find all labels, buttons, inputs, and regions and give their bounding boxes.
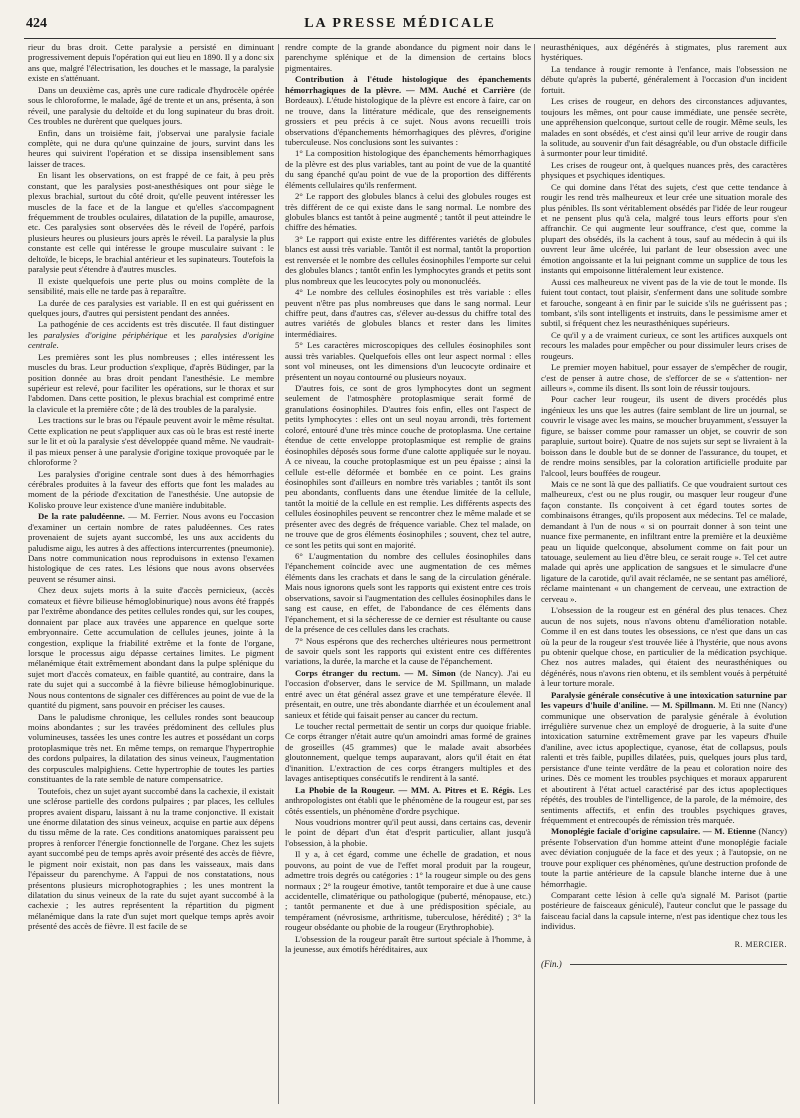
paragraph: Dans un deuxième cas, après une cure radicale d'hydrocèle opérée sous le chloroforme, le malade, âgé de trente et un ans, présenta, à son réveil, une paralysie du deltoïde et du long supinateur du bras droit. Ces troubles ne durèrent que quelques jours. bbox=[28, 84, 274, 127]
paragraph: Enfin, dans un troisième fait, j'observai une paralysie faciale complète, qui ne dura qu'une quinzaine de jours, survint dans les heures qui suivirent l'opération et se dissipa insensiblement sans laisser de traces. bbox=[28, 127, 274, 169]
paragraph: En lisant les observations, on est frappé de ce fait, à peu près constant, que les paralysies post-anesthésiques ont pour siège le plexus brachial, surtout du côté droit, qu'elle peuvent intéresser les muscles de la face et de la langue et qu'elles s'accompagnent fréquemment de troubles oculaires, dilatation de la pupille, amaurose, etc. Ces paralysies sont observées dès le réveil de l'opéré, parfois plusieurs heures ou plusieurs jours après le réveil. La paralysie la plus constante est celle qui intéresse le groupe musculaire suivant : le deltoïde, le biceps, le brachial antérieur et les supinateurs. Toutefois la paralysie peut s'étendre à d'autres muscles. bbox=[28, 170, 274, 275]
article-title: Contribution à l'étude histologique des épanchements hémorrhagiques de la plèvre. bbox=[285, 74, 531, 95]
article-title: De la rate paludéenne. bbox=[38, 511, 125, 522]
paragraph: Les paralysies d'origine centrale sont dues à des hémorrhagies cérébrales produites à la faveur des efforts que font les malades au moment de la période d'excitation de l'anesthésie. Une autopsie de Kolisko prouve leur existence d'une manière indubitable. bbox=[28, 468, 274, 510]
article-author: — M. Etienne bbox=[700, 826, 756, 837]
paragraph: Toutefois, chez un sujet ayant succombé dans la cachexie, il existait une sclérose partielle des cordons pulpaires ; par places, les cellules propres avaient disparu, laissant à nu la trame conjonctive. Il existait une énorme dilatation des sinus veineux, acquise en partie aux dépens du tissu même de la rate. Ces conditions anatomiques paraissent peu propres à renforcer l'énergie fonctionnelle de l'organe. Chez les sujets ayant succombé peu de temps après avoir présenté des accès de fièvre, le pigment noir existait, non pas dans les vaisseaux, mais dans l'épaisseur du parenchyme. A l'appui de nos constatations, nous présentons plusieurs microphotographies ; les unes montrent la dilatation du sinus veineux de la rate du sujet ayant succombé à la cachexie ; les autres représentent la répartition du pigment mélanémique dans la rate d'un sujet mort quelque temps après avoir présenté des accès de fièvre. Il est facile de se bbox=[28, 785, 274, 932]
paragraph: rieur du bras droit. Cette paralysie a persisté en diminuant progressivement depuis l'opération qui eut lieu en 1890. Il y a donc six ans que, malgré l'électrisation, les douches et le massage, la paralysie existe en s'atténuant. bbox=[28, 42, 274, 84]
end-marker bbox=[541, 959, 787, 970]
paragraph: Les tractions sur le bras ou l'épaule peuvent avoir le même résultat. Cette explication ne peut s'appliquer aux cas où le bras est resté inerte sur le lit et où la paralysie s'est développée quand même. Ne vaudrait-il pas mieux penser à une paralysie d'origine toxique provoquée par le chloroforme ? bbox=[28, 415, 274, 468]
paragraph: neurasthéniques, aux dégénérés à stigmates, plus rarement aux hystériques. bbox=[541, 42, 787, 63]
paragraph: Il y a, à cet égard, comme une échelle de gradation, et nous pouvons, au point de vue de l'effet moral produit par la rougeur, admettre trois degrés ou catégories : 1° la rougeur simple ou des gens normaux ; 2° la rougeur émotive, tantôt temporaire et due à une cause accidentelle, climatérique ou pathologique (puberté, ménopause, etc.) ; tantôt permanente et due à une prédisposition spéciale, au tempérament (névrosisme, arthritisme, tuberculose, hérédité) ; 3° la rougeur obsédante ou phobie de la rougeur (Erythrophobie). bbox=[285, 849, 531, 933]
paragraph: D'autres fois, ce sont de gros lymphocytes dont un segment seulement de l'atmosphère protoplasmique serait formé de granulations éosinophiles. D'autres fois enfin, elles ont l'aspect de petits lymphocytes : elles ont un seul noyau arrondi, très fortement coloré, entouré d'une très mince couche de protoplasma. Une certaine étendue de cette enveloppe protoplasmique est remplie de grains éosinophiles déposés sous forme d'une calotte appliquée sur le noyau. A ce niveau, la couche protoplasmique est un peu épaisse ; ainsi la cellule est-elle déformée et bombée en ce point. Les grains éosinophiles sont d'ailleurs en nombre très variables ; tantôt ils sont peu abondants, confluents dans une étendue limitée de la cellule, tantôt la moitié de la cellule en est remplie. Les différents aspects des cellules éosinophiles peuvent se rencontrer chez le même malade et se présenter avec des degrés de fréquence variable. Chez tel malade, on ne trouve que de gros éléments éosinophiles ; souvent, chez tel autre, ce sont les petits qui sont en majorité. bbox=[285, 383, 531, 550]
emphasis: paralysies d'origine centrale bbox=[28, 329, 274, 351]
paragraph: rendre compte de la grande abondance du pigment noir dans le parenchyme splénique et de la dimension de certains blocs pigmentaires. bbox=[285, 42, 531, 73]
article-author: — MM. A. Pitres et E. Régis. bbox=[394, 784, 515, 795]
article-intro bbox=[285, 74, 531, 147]
article-author: — M. Spillmann. bbox=[648, 700, 716, 711]
conclusion-item: 5° Les caractères microscopiques des cellules éosinophiles sont aussi très variables. Quelquefois elles ont leur aspect normal : elles sont vol mineuses, ont les dimensions d'un leucocyte ordinaire et présentent un noyau contourné ou plusieurs noyaux. bbox=[285, 340, 531, 382]
header-rule bbox=[24, 38, 776, 39]
end-rule bbox=[570, 964, 787, 965]
journal-title: LA PRESSE MÉDICALE bbox=[304, 16, 496, 31]
signature: R. MERCIER. bbox=[734, 939, 787, 949]
text-run: (de Nancy). J'ai eu l'occasion d'observer, dans le service de M. Spillmann, un malade entré avec un état général assez grave et une température élevée. Il présentait, en outre, une très abondante diarrhée et un écoulement anal sanieux et fétide qui faisait penser au cancer du rectum. bbox=[285, 667, 531, 720]
text-run: (de Bordeaux). L'étude histologique de la plèvre est encore à faire, car on ne trouve, dans la littérature médicale, que des renseignements grossiers et peu précis à ce sujet. Nous avons recueilli trois observations d'épanchements hémorrhagiques des plèvres, d'origine tuberculeuse. Nos conclusions sont les suivantes : bbox=[285, 84, 531, 147]
column-left bbox=[28, 42, 274, 1106]
paragraph: Pour cacher leur rougeur, ils usent de divers procédés plus ingénieux les uns que les autres (faire semblant de lire un journal, se couvrir le visage avec les mains, se moucher bruyamment, s'essuyer la figure, se baisser comme pour ramasser un objet, se couvrir de son parapluie, surtout boire). Quatre de nos sujets sur sept se livraient à la boisson dans le double but de se donner de l'assurance, du toupet, et de rendre moins sensibles, par la coloration artificielle produite par l'alcool, leurs bouffées de rougeur. bbox=[541, 394, 787, 478]
article-title: La Phobie de la Rougeur. bbox=[295, 784, 395, 795]
conclusion-item: 1° La composition histologique des épanchements hémorrhagiques de la plèvre est des plus variables, tant au point de vue de la quantité du sang épanché qu'au point de vue de la proportion des différents éléments cellulaires qu'ils renferment. bbox=[285, 148, 531, 190]
paragraph: La tendance à rougir remonte à l'enfance, mais l'obsession ne débute qu'après la puberté, généralement à l'occasion d'un incident fortuit. bbox=[541, 63, 787, 95]
column-right bbox=[541, 42, 787, 1106]
text-run: Les anthropologistes ont établi que le phénomène de la rougeur est, par ses côtés essentiels, un phénomène d'ordre psychique. bbox=[285, 784, 531, 816]
text-run: . bbox=[56, 340, 59, 351]
article-intro bbox=[285, 785, 531, 816]
text-run: (Nancy) présente l'observation d'un homme atteint d'une monoplégie faciale avec déviation conjuguée de la face et des yeux ; à l'autopsie, on ne trouve pour expliquer ces phénomènes, qu'une destruction profonde de toute la partie antérieure de la capsule blanche interne due à une hémorrhagie. bbox=[541, 826, 787, 889]
paragraph: Le toucher rectal permettait de sentir un corps dur quoique friable. Ce corps étranger n'était autre qu'un amoindri amas formé de graines de groseilles (45 grammes) que le malade avait absorbées gloutonnement, quelque temps auparavant, alors qu'il était en état d'inanition. L'extraction de ces corps étrangers multiples et des lavages antiseptiques consécutifs le rendirent à la santé. bbox=[285, 721, 531, 784]
article-author: — M. Ferrier. bbox=[124, 511, 180, 522]
article-title: Corps étranger du rectum. bbox=[295, 667, 401, 678]
paragraph: Nous voudrions montrer qu'il peut aussi, dans certains cas, devenir le point de départ d'un état d'esprit particulier, allant jusqu'à l'obsession, à la phobie. bbox=[285, 816, 531, 848]
article-intro bbox=[541, 690, 787, 826]
text-run: Nous avons eu l'occasion d'examiner un certain nombre de rates paludéennes. Ces rates provenaient de sujets ayant succombé, les uns aux accidents du paludisme aigu, les autres à des affections intercurrentes (pneumonie). Dans notre communication nous reproduisons in extenso l'examen histologique de ces rates. Les lésions que nous avons observées peuvent se résumer ainsi. bbox=[28, 511, 274, 584]
article-author: — M. Simon bbox=[400, 667, 456, 678]
emphasis: paralysies d'origine périphérique bbox=[43, 329, 168, 340]
paragraph: Les crises de rougeur ont, à quelques nuances près, des caractères physiques et psychiques identiques. bbox=[541, 159, 787, 181]
article-intro bbox=[285, 668, 531, 720]
paragraph: Les crises de rougeur, en dehors des circonstances adjuvantes, toujours les mêmes, ont pour cause immédiate, une pensée secrète, une appréhension quelconque, surtout celle de rougir. Même seuls, les malades en sont obsédés, et c'est ainsi qu'il leur arrive de rougir dans la solitude, au souvenir d'un fait désagréable, ou d'un obstacle difficile à surmonter pour leur timidité. bbox=[541, 96, 787, 159]
paragraph: Les premières sont les plus nombreuses ; elles intéressent les muscles du bras. Leur production s'explique, d'après Büdinger, par la position donnée au bras droit pendant l'anesthésie. Le membre supérieur est relevé, pour faciliter les opérations, sur le thorax et sur l'abdomen. Dans cette position, le plexus brachial est comprimé entre la clavicule et la première côte ; de là des troubles de la paralysie. bbox=[28, 351, 274, 414]
article-author: — MM. Auché et Carrière bbox=[401, 84, 515, 95]
paragraph: Chez deux sujets morts à la suite d'accès pernicieux, (accès comateux et fièvre bilieuse hémoglobinurique) nous avons été frappés par l'extrême abondance des petites cellules rondes qui, sur les coupes, donnaient par place aux travées une apparence en quelque sorte embryonnaire. Cette accumulation de cellules jeunes, jointe à la congestion, explique la friabilité extrême et la fonte de l'organe, lorsque le processus aigu dépasse certaines limites. Le pigment mélanémique était extrêmement abondant dans la pulpe splénique du sujet mort d'accès comateux, en faible quantité, au contraire, dans la rate du sujet qui a succombé à la fièvre bilieuse hémoglobinurique. Nous nous contentons de signaler ces différences au point de vue de la quantité du pigment, sans pouvoir en préciser les causes. bbox=[28, 585, 274, 711]
conclusion-item: 4° Le nombre des cellules éosinophiles est très variable : elles peuvent n'être pas plus nombreuses que dans le sang normal. Leur chiffre peut, dans d'autres cas, s'élever au-dessus du chiffre total des autres variétés de globules blancs et rester dans les limites intermédiaires. bbox=[285, 287, 531, 339]
article-intro bbox=[541, 826, 787, 889]
paragraph: La durée de ces paralysies est variable. Il en est qui guérissent en quelques jours, d'autres qui persistent pendant des années. bbox=[28, 297, 274, 318]
page-header bbox=[26, 14, 774, 36]
conclusion-item: 7° Nous espérons que des recherches ultérieures nous permettront de savoir quels sont les rapports qui existent entre ces différentes variations, la durée, la marche et la cause de l'épanchement. bbox=[285, 635, 531, 667]
column-divider bbox=[278, 44, 279, 1104]
article-title: Paralysie générale consécutive à une intoxication saturnine par les vapeurs d'huile d'aniline. bbox=[541, 689, 787, 711]
text-run: La pathogénie de ces accidents est très discutée. Il faut distinguer les bbox=[28, 319, 274, 340]
column-divider bbox=[534, 44, 535, 1104]
text-run: M. Eti nne (Nancy) communique une observation de paralysie générale à évolution irrégulière survenue chez un employé de droguerie, à la suite d'une intoxication saturnine extrêmement grave par les vapeurs d'huile d'aniline, avec ictus apoplectique, cyanose, état de collapsus, pouls ralenti et très faible, pupilles dilatées, puis, quelques jours plus tard, persistance d'une teinte verdâtre de la peau et coloration noire des urines. Dès ce moment les troubles psychiques et moraux apparurent et aboutirent à l'état actuel caractérisé par des ictus apoplectiques répétés, des troubles de l'intelligence, de la parole, de la mémoire, des sentiments affectifs, et enfin des troubles psychiques graves, fréquemment et entrecoupés de rémission très marquée. bbox=[541, 700, 787, 825]
paragraph bbox=[28, 319, 274, 350]
end-label: (Fin.) bbox=[541, 959, 562, 970]
article-intro bbox=[28, 511, 274, 584]
paragraph: Mais ce ne sont là que des palliatifs. Ce que voudraient surtout ces malheureux, c'est ou ne plus rougir, ou masquer leur rougeur d'une façon constante. Ils conçoivent à cet égard toutes sortes de combinaisons étranges, qu'ils proposent aux médecins. Tel ce malade, demandant à l'un de nous « si on pourrait donner à son teint une nuance fixe permanente, en infiltrant entre la première et la deuxième peau un liquide quelconque, absolument comme on fait pour un tatouage, seulement au lieu d'être bleu, ce serait rouge ». Tel cet autre malade qui après une application de sangsues et le simulacre d'une ligature de la carotide, qu'il avait réclamée, ne se sentant pas amélioré, réclame maintenant « un changement de cerveau, une extraction de cerveau ». bbox=[541, 478, 787, 604]
conclusion-item: 6° L'augmentation du nombre des cellules éosinophiles dans l'épanchement coïncide avec une augmentation de ces mêmes éléments dans les crachats et dans le sang de la circulation générale. Mais nous ignorons quels sont les rapports qui existent entre ces trois observations, savoir si l'augmentation des cellules éosinophiles dans le sang est cause, en effet, de l'abondance de ces éléments dans l'épanchement, et si la sécheresse de ce dernier est résultante ou cause de la présence de ces cellules dans les crachats. bbox=[285, 551, 531, 635]
paragraph: L'obsession de la rougeur est en général des plus tenaces. Chez aucun de nos sujets, nous n'avons obtenu d'amélioration notable. Comme il en est dans toutes les obsessions, ce n'est que dans un cas où la peur de la rougeur s'est trouvée liée à l'hystérie, que nous avons pu obtenir quelque chose, en particulier de la médication psychique. Chez nos autres malades, qui étaient des neurasthéniques ou dégénérés, nous n'avons rien obtenu, et ils semblent voués à perpétuité à leur torture morale. bbox=[541, 605, 787, 689]
page-number: 424 bbox=[26, 16, 47, 31]
paragraph: L'obsession de la rougeur paraît être surtout spéciale à l'homme, à la jeunesse, aux émotifs héréditaires, aux bbox=[285, 933, 531, 955]
paragraph: Le premier moyen habituel, pour essayer de s'empêcher de rougir, c'est de penser à autre chose, de s'efforcer de se « s'attention- ner ailleurs », comme ils disent. Ils sont loin de réussir toujours. bbox=[541, 362, 787, 393]
conclusion-item: 2° Le rapport des globules blancs à celui des globules rouges est très différent de ce qui existe dans le sang normal. Le nombre des globules blancs est tantôt à peine augmenté ; tantôt il peut atteindre le chiffre des hématies. bbox=[285, 191, 531, 233]
text-run: et les bbox=[167, 329, 202, 340]
conclusion-item: 3° Le rapport qui existe entre les différentes variétés de globules blancs est aussi très variable. Tantôt il est normal, tantôt la proportion est renversée et le nombre des cellules éosinophiles l'emporte sur celui des globules blancs ; tantôt enfin les lymphocytes grands et petits sont plus nombreux que les leucocytes poly ou mononucléés. bbox=[285, 233, 531, 286]
article-title: Monoplégie faciale d'origine capsulaire. bbox=[551, 826, 701, 837]
paragraph: Comparant cette lésion à celle qu'a signalé M. Parisot (partie postérieure de faisceaux géniculé), l'auteur conclut que le passage du faisceau facial dans la capsule interne, n'est pas identique chez tous les individus. bbox=[541, 890, 787, 932]
paragraph: Aussi ces malheureux ne vivent pas de la vie de tout le monde. Ils fuient tout contact, tout plaisir, s'enferment dans une solitude sombre et farouche, songeant à en finir par le suicide s'ils ne guérissent pas ; tombant, s'ils sont intelligents et instruits, dans le pessimisme amer et subtil, si fréquent chez les neurasthéniques supérieurs. bbox=[541, 276, 787, 329]
paragraph: Ce qui domine dans l'état des sujets, c'est que cette tendance à rougir les rend très malheureux et leur crée une situation morale des plus pénibles. Ils sont véritablement obsédés par l'idée de leur rougeur et ne pensent plus qu'à cela, malgré tous leurs efforts pour s'en affranchir. Ce qui augmente leur souffrance, c'est que, comme la plupart des obsédés, ils la cachent à tous, sauf au médecin à qui ils ouvrent leur âme ulcérée, lui parlant de leur obsession avec une émotion angoissante et la lui peignant comme un supplice de tous les instants qui empoisonne littéralement leur existence. bbox=[541, 181, 787, 276]
paragraph: Dans le paludisme chronique, les cellules rondes sont beaucoup moins abondantes ; sur les travées prédominent des cellules plus volumineuses, tassées les unes contre les autres et possédant un corps protoplasmique très net. En même temps, on remarque l'hypertrophie des cordons pulpaires, la dilatation des sinus veineux, l'augmentation des corpuscules malpighiens. Cette hypertrophie de toutes les parties constituantes de la rate semble de nature compensatrice. bbox=[28, 711, 274, 785]
paragraph: Il existe quelquefois une perte plus ou moins complète de la sensibilité, mais elle ne tarde pas à reparaître. bbox=[28, 275, 274, 297]
column-middle bbox=[285, 42, 531, 1106]
paragraph: Ce qu'il y a de vraiment curieux, ce sont les artifices auxquels ont recours les malades pour empêcher ou pour dissimuler leurs crises de rougeurs. bbox=[541, 329, 787, 361]
